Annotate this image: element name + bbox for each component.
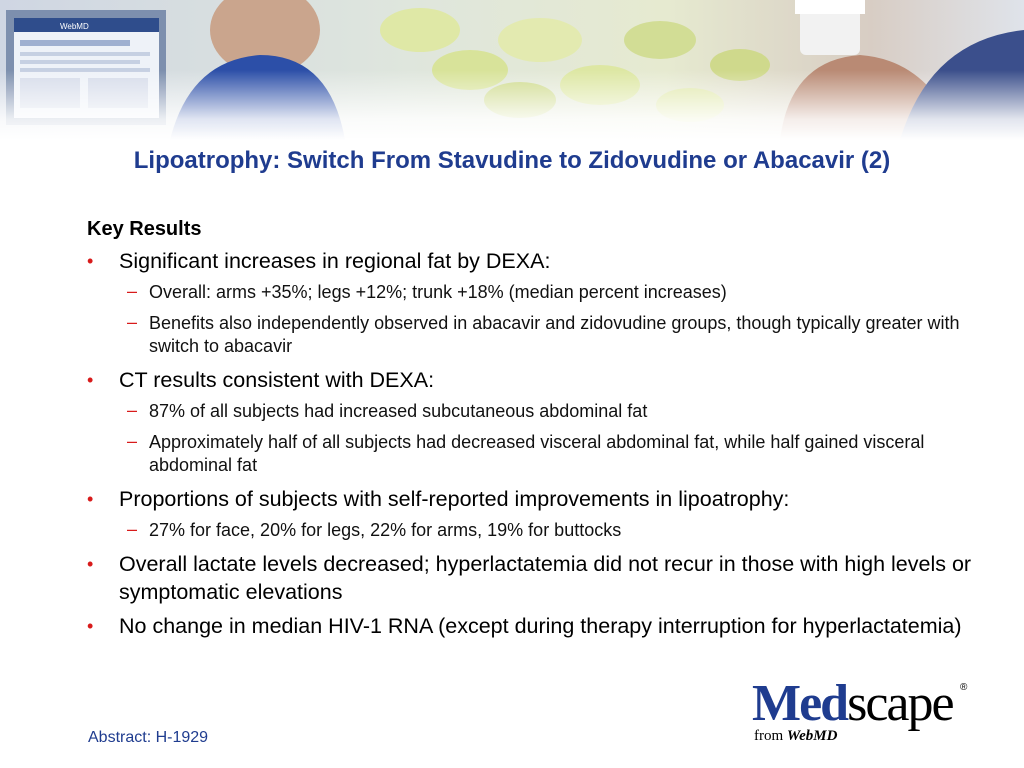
registered-mark: ® (960, 682, 968, 693)
sub-bullet-text: Benefits also independently observed in abacavir and zidovudine groups, though typically greater with switch to abacavir (149, 313, 960, 356)
bullet-text: Overall lactate levels decreased; hyperlactatemia did not recur in those with high levels or symptomatic elevations (119, 552, 972, 604)
medscape-logo (752, 675, 968, 750)
slide-body (87, 218, 992, 646)
logo-scape-text: scape (847, 675, 953, 732)
pill (624, 21, 696, 59)
sub-bullet-item (87, 431, 992, 477)
bullet-item (87, 247, 992, 275)
monitor-screen-brand: WebMD (60, 22, 89, 31)
sub-bullet-text: Overall: arms +35%; legs +12%; trunk +18% (median percent increases) (149, 282, 727, 302)
sub-bullet-mark: – (127, 312, 138, 332)
sub-bullet-item (87, 400, 992, 423)
section-heading: Key Results (87, 218, 202, 240)
abstract-reference: Abstract: H-1929 (88, 729, 209, 746)
sub-bullet-mark: – (127, 400, 138, 420)
bullet-mark: • (87, 554, 94, 574)
bullet-mark: • (87, 251, 94, 271)
bullet-item (87, 612, 992, 640)
sub-bullet-mark: – (127, 431, 138, 451)
bullet-item (87, 485, 992, 513)
sub-bullet-item (87, 312, 992, 358)
logo-from-text: from (754, 728, 784, 744)
sub-bullet-text: 27% for face, 20% for legs, 22% for arms, 19% for buttocks (149, 520, 622, 540)
pill (498, 18, 582, 62)
banner-fade (0, 70, 1024, 140)
logo-wordmark (752, 674, 953, 733)
pill (380, 8, 460, 52)
bullet-mark: • (87, 489, 94, 509)
bullet-item (87, 550, 992, 606)
logo-webmd-text: WebMD (786, 728, 838, 744)
bullet-text: Significant increases in regional fat by DEXA: (119, 249, 551, 273)
sub-bullet-mark: – (127, 281, 138, 301)
sub-bullet-item (87, 519, 992, 542)
bullet-text: Proportions of subjects with self-reported improvements in lipoatrophy: (119, 487, 790, 511)
bullet-text: No change in median HIV-1 RNA (except during therapy interruption for hyperlactatemia) (119, 614, 962, 638)
sub-bullet-text: Approximately half of all subjects had decreased visceral abdominal fat, while half gained visceral abdominal fat (149, 432, 925, 475)
sub-bullet-text: 87% of all subjects had increased subcutaneous abdominal fat (149, 401, 648, 421)
bullet-text: CT results consistent with DEXA: (119, 368, 435, 392)
logo-med-text: Med (752, 675, 848, 732)
header-banner-image (0, 0, 1024, 140)
sub-bullet-mark: – (127, 519, 138, 539)
bullet-mark: • (87, 616, 94, 636)
bullet-mark: • (87, 370, 94, 390)
slide-title: Lipoatrophy: Switch From Stavudine to Zidovudine or Abacavir (2) (133, 147, 891, 174)
logo-tagline (754, 728, 837, 745)
bullet-item (87, 366, 992, 394)
sub-bullet-item (87, 281, 992, 304)
